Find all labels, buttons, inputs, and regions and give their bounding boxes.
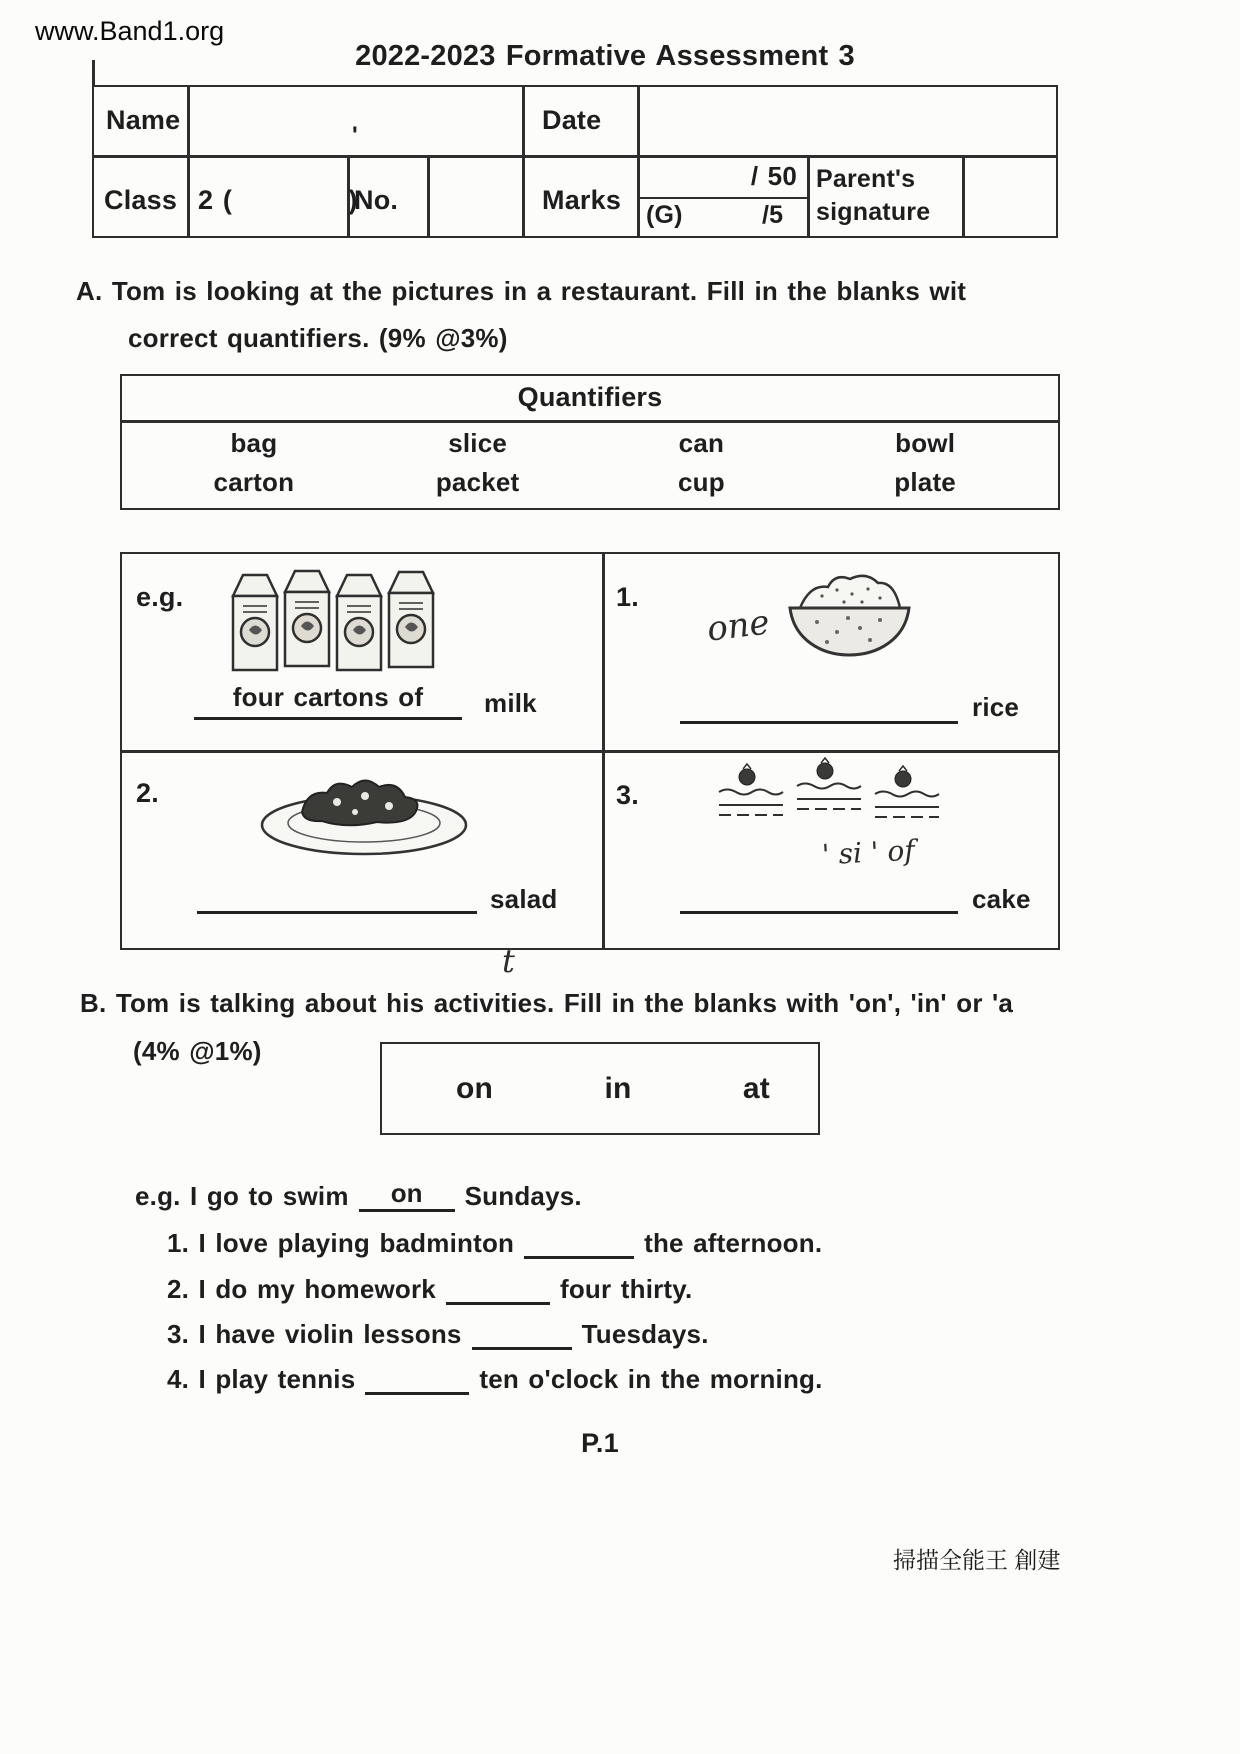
- quantifier-word: bag: [230, 428, 278, 458]
- empty-blank: [524, 1256, 634, 1259]
- sentence-text: Tuesdays.: [581, 1319, 709, 1349]
- bowl-of-rice-image: [782, 562, 917, 662]
- grid-line: [94, 155, 1056, 158]
- quantifier-word: slice: [448, 428, 508, 458]
- no-label: No.: [354, 185, 399, 215]
- grid-line: [637, 197, 807, 199]
- quantifier-word: packet: [435, 467, 520, 497]
- quantifier-word: plate: [894, 467, 956, 497]
- sentence-text: ten o'clock in the morning.: [479, 1364, 823, 1394]
- watermark: www.Band1.org: [35, 16, 225, 46]
- sentence-row: [167, 1319, 709, 1350]
- section-a-heading-line2: correct quantifiers. (9% @3%): [128, 323, 508, 353]
- sentence-row: [167, 1228, 822, 1259]
- sentence-text: e.g. I go to swim: [135, 1181, 349, 1211]
- handwriting-answer: one: [704, 602, 772, 650]
- quantifier-word: cup: [677, 467, 725, 497]
- item-label: e.g.: [136, 582, 184, 612]
- sentence-text: 2. I do my homework: [167, 1274, 436, 1304]
- sentence-text: Sundays.: [464, 1181, 582, 1211]
- plate-of-salad-image: [257, 762, 472, 862]
- sentence-text: four thirty.: [559, 1274, 693, 1304]
- juice-cartons-image: [230, 566, 460, 676]
- empty-blank: [472, 1347, 572, 1350]
- word-bank-item: at: [742, 1071, 770, 1105]
- grid-line: [522, 87, 525, 236]
- grid-line: [427, 155, 430, 236]
- stray-handwriting: t: [502, 942, 515, 980]
- marks-g-value: /5: [762, 201, 784, 229]
- scanner-credit: 掃描全能王 創建: [893, 1547, 1061, 1573]
- answer-blank: [680, 876, 958, 914]
- marks-g-label: (G): [646, 201, 683, 229]
- quantifier-word: carton: [213, 467, 295, 497]
- class-value: 2 ( ): [198, 185, 358, 215]
- item-label: 3.: [616, 780, 639, 810]
- name-label: Name: [106, 105, 181, 135]
- stray-mark: ': [352, 122, 358, 149]
- example-sentence: [135, 1178, 582, 1212]
- section-b-heading-line1: B. Tom is talking about his activities. Fill in the blanks with 'on', 'in' or 'a: [80, 988, 1014, 1018]
- date-label: Date: [542, 105, 602, 135]
- answer-blank: four cartons of: [194, 682, 462, 720]
- item-noun: rice: [972, 692, 1020, 722]
- grid-line: [122, 420, 1058, 423]
- item-label: 2.: [136, 778, 159, 808]
- word-bank-item: on: [456, 1071, 494, 1105]
- quantifier-word: can: [678, 428, 725, 458]
- pictures-grid: [120, 552, 1060, 950]
- empty-blank: [365, 1392, 469, 1395]
- item-noun: cake: [972, 884, 1031, 914]
- handwriting-answer: ' si ' of: [821, 833, 916, 872]
- sentence-text: 4. I play tennis: [167, 1364, 356, 1394]
- sentence-text: 1. I love playing badminton: [167, 1228, 515, 1258]
- parent-signature-label: Parent's signature: [816, 165, 931, 226]
- answer-blank: [197, 876, 477, 914]
- grid-line: [187, 87, 190, 236]
- page-title: 2022-2023 Formative Assessment 3: [355, 40, 855, 72]
- word-bank-item: in: [604, 1071, 632, 1105]
- header-table: [92, 85, 1058, 238]
- quantifiers-title: Quantifiers: [517, 382, 663, 412]
- item-label: 1.: [616, 582, 639, 612]
- sentence-row: [167, 1274, 692, 1305]
- page-number: P.1: [581, 1428, 619, 1458]
- answer-blank: [680, 686, 958, 724]
- item-noun: salad: [490, 884, 558, 914]
- empty-blank: [446, 1302, 550, 1305]
- filled-blank: on: [359, 1178, 455, 1212]
- grid-line: [122, 750, 1058, 753]
- class-label: Class: [104, 185, 178, 215]
- marks-total: / 50: [750, 161, 797, 191]
- grid-line: [92, 60, 95, 86]
- quantifier-word: bowl: [895, 428, 956, 458]
- grid-line: [807, 155, 810, 236]
- word-bank-box: [380, 1042, 820, 1135]
- section-a-heading-line1: A. Tom is looking at the pictures in a restaurant. Fill in the blanks wit: [76, 276, 967, 306]
- item-noun: milk: [484, 688, 537, 718]
- section-b-heading-line2: (4% @1%): [133, 1036, 262, 1066]
- sentence-text: the afternoon.: [644, 1228, 823, 1258]
- sentence-text: 3. I have violin lessons: [167, 1319, 462, 1349]
- marks-label: Marks: [542, 185, 622, 215]
- sentence-row: [167, 1364, 823, 1395]
- quantifier-words: [142, 428, 1037, 498]
- quantifiers-table: [120, 374, 1060, 510]
